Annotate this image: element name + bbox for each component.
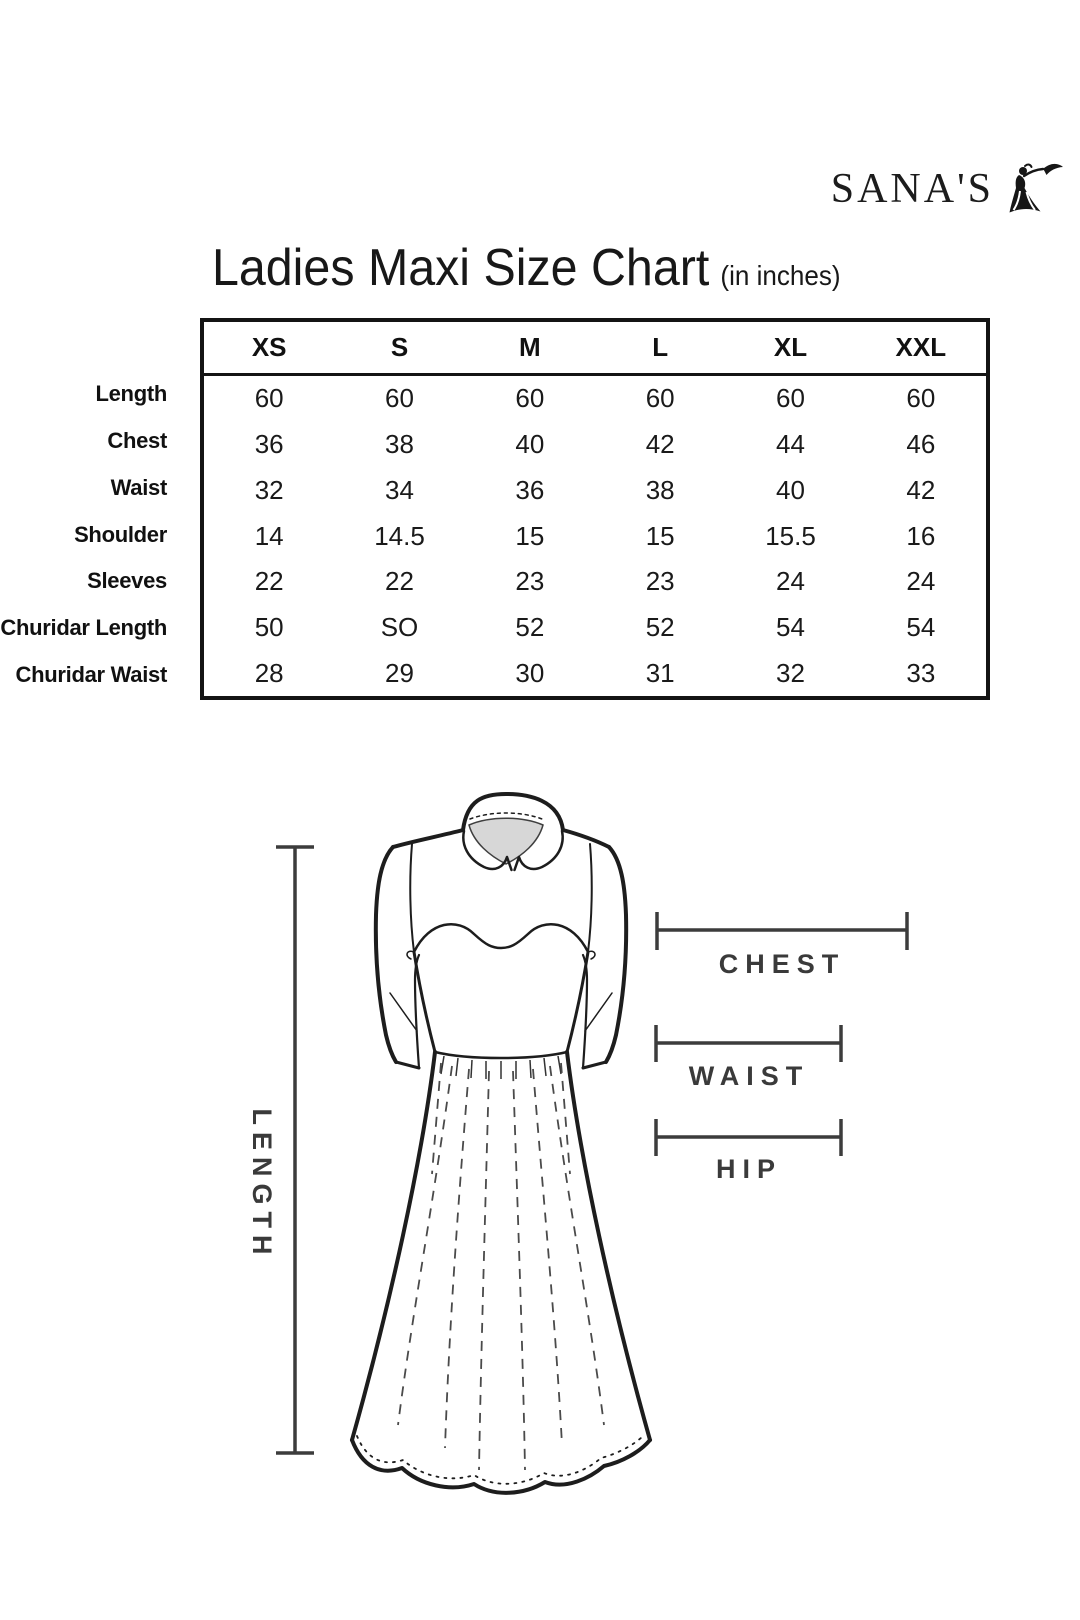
flowing-gown-icon xyxy=(1002,160,1064,218)
size-value-cell: 52 xyxy=(645,611,675,642)
size-value-cell: 14 xyxy=(254,520,284,551)
col-header-l: L xyxy=(652,332,669,362)
brand-name: SANA'S xyxy=(830,166,994,212)
chest-label: CHEST xyxy=(718,949,846,979)
size-value-cell: SO xyxy=(380,611,419,642)
size-value-cell: 60 xyxy=(254,383,284,414)
sleeve-left-outer xyxy=(376,847,396,1062)
row-label-sleeves: Sleeves xyxy=(87,568,167,594)
hip-label: HIP xyxy=(715,1154,783,1184)
size-value-cell: 40 xyxy=(776,474,805,505)
size-value-cell: 54 xyxy=(906,611,936,642)
bust-seam xyxy=(414,924,588,952)
armhole-seam-left xyxy=(410,844,414,952)
size-value-cell: 60 xyxy=(776,383,805,414)
row-label-waist: Waist xyxy=(110,474,167,500)
chest-indicator xyxy=(657,912,907,979)
brand-logo xyxy=(831,160,1064,218)
shoulder-right xyxy=(563,830,609,847)
hip-indicator xyxy=(656,1119,841,1184)
col-header-xl: XL xyxy=(773,332,808,362)
size-value-cell: 32 xyxy=(776,657,805,688)
size-value-cell: 16 xyxy=(906,520,936,551)
size-value-cell: 44 xyxy=(776,429,805,460)
waist-label: WAIST xyxy=(688,1061,810,1091)
table-row xyxy=(204,376,986,422)
row-label-shoulder: Shoulder xyxy=(74,521,167,547)
length-indicator xyxy=(247,847,314,1453)
size-table-header xyxy=(204,322,986,376)
col-header-s: S xyxy=(390,332,409,362)
size-value-cell: 60 xyxy=(515,383,545,414)
size-table xyxy=(200,318,990,700)
size-value-cell: 46 xyxy=(906,429,936,460)
table-row xyxy=(204,467,986,513)
sleeve-left-crease xyxy=(390,993,417,1031)
dress-illustration xyxy=(352,794,650,1493)
skirt-folds xyxy=(398,1063,604,1470)
size-value-cell: 60 xyxy=(385,383,414,414)
size-value-cell: 30 xyxy=(515,657,545,688)
size-value-cell: 40 xyxy=(515,429,545,460)
length-label: LENGTH xyxy=(247,1108,277,1262)
size-value-cell: 29 xyxy=(385,657,414,688)
cuff-left xyxy=(396,1062,419,1068)
size-value-cell: 54 xyxy=(776,611,805,642)
table-row xyxy=(204,605,986,651)
dress-measurement-diagram xyxy=(0,740,1080,1620)
hem-stitch-line xyxy=(357,1436,643,1484)
row-label-churidar-length: Churidar Length xyxy=(0,614,167,640)
size-table-row-labels xyxy=(0,371,167,698)
size-value-cell: 50 xyxy=(254,611,284,642)
size-value-cell: 36 xyxy=(254,429,284,460)
size-value-cell: 23 xyxy=(645,566,675,597)
table-row xyxy=(204,559,986,605)
skirt-side-left xyxy=(352,1052,435,1440)
col-header-xxl: XXL xyxy=(895,332,947,362)
waist-gathers xyxy=(441,1056,561,1079)
waist-indicator xyxy=(656,1025,841,1091)
cuff-right xyxy=(583,1062,606,1068)
page-title-unit-note: (in inches) xyxy=(720,260,841,291)
table-row xyxy=(204,650,986,696)
row-label-chest: Chest xyxy=(107,428,167,454)
col-header-m: M xyxy=(518,332,541,362)
size-value-cell: 28 xyxy=(254,657,284,688)
size-value-cell: 42 xyxy=(645,429,675,460)
sleeve-right-crease xyxy=(585,993,612,1031)
sleeve-right-outer xyxy=(606,847,626,1062)
size-value-cell: 15.5 xyxy=(765,520,816,551)
page-title xyxy=(212,238,841,298)
size-value-cell: 34 xyxy=(385,474,414,505)
size-value-cell: 52 xyxy=(515,611,545,642)
size-value-cell: 22 xyxy=(254,566,284,597)
skirt-side-right xyxy=(567,1052,650,1440)
size-value-cell: 36 xyxy=(515,474,545,505)
row-label-churidar-waist: Churidar Waist xyxy=(15,661,167,687)
size-value-cell: 15 xyxy=(515,520,545,551)
size-value-cell: 22 xyxy=(385,566,414,597)
table-row xyxy=(204,513,986,559)
size-value-cell: 60 xyxy=(645,383,675,414)
waist-seam xyxy=(435,1052,567,1058)
size-value-cell: 31 xyxy=(645,657,675,688)
table-row xyxy=(204,422,986,468)
shoulder-left xyxy=(393,830,463,847)
armhole-seam-right xyxy=(588,844,592,952)
size-value-cell: 33 xyxy=(906,657,936,688)
size-value-cell: 24 xyxy=(906,566,936,597)
size-value-cell: 42 xyxy=(906,474,936,505)
page-title-text: Ladies Maxi Size Chart xyxy=(212,239,710,297)
size-value-cell: 23 xyxy=(515,566,545,597)
row-label-length: Length xyxy=(95,381,167,407)
size-value-cell: 60 xyxy=(906,383,936,414)
size-value-cell: 24 xyxy=(776,566,805,597)
size-table-body xyxy=(204,376,986,696)
size-value-cell: 32 xyxy=(254,474,284,505)
size-value-cell: 14.5 xyxy=(374,520,425,551)
size-value-cell: 38 xyxy=(385,429,414,460)
hem-line xyxy=(352,1440,650,1493)
col-header-xs: XS xyxy=(251,332,287,362)
size-value-cell: 38 xyxy=(645,474,675,505)
size-value-cell: 15 xyxy=(645,520,675,551)
